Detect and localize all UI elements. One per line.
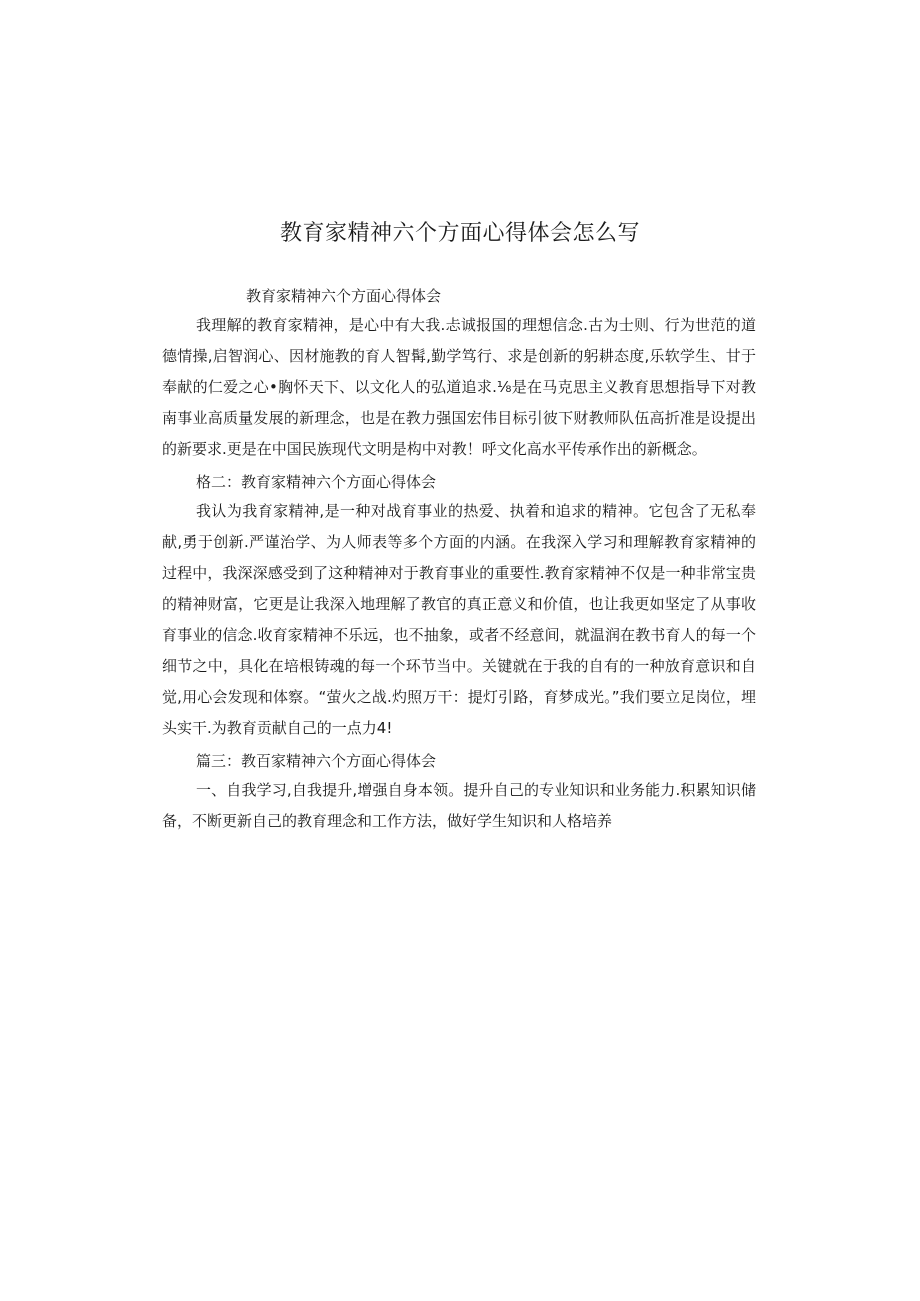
section-2-paragraph: 我认为我育家精神,是一种对战育事业的热爱、执着和追求的精神。它包含了无私奉献,勇于创新.严谨治学、为人师表等多个方面的内涵。在我深入学习和理解教育家精神的过程中，我深深感受到了这种精神对于教育事业的重要性.教育家精神不仅是一种非常宝贵的精神财富，它更是让我深入地理解了教官的真正意义和价值，也让我更如坚定了从事收育事业的信念.收育家精神不乐远，也不抽象，或者不经意间，就温润在教书育人的每一个细节之中，具化在培根铸魂的每一个环节当中。关键就在于我的自有的一种放育意识和自觉,用心会发现和体察。“萤火之战.灼照万干：提灯引路，育梦成光。”我们要立足岗位，埋头实干.为教育贡献自己的一点力4!	[162, 502, 756, 737]
section-2-heading: 格二：教育家精神六个方面心得体会	[196, 473, 437, 491]
document-body	[162, 282, 756, 837]
section-3-paragraph: 一、自我学习,自我提升,增强自身本领。提升自己的专业知识和业务能力.积累知识储备，不断更新自己的教育理念和工作方法，做好学生知识和人格培养	[162, 781, 756, 830]
section-1-paragraph: 我理解的教育家精神，是心中有大我.忐诚报国的理想信念.古为士则、行为世范的道德情操,启智润心、因材施教的育人智髯,勤学笃行、求是创新的躬耕态度,乐软学生、甘于奉献的仁爱之心•胸怀天下、以文化人的弘道追求.⅛是在马克思主义教育思想指导下对教南事业高质量发展的新理念，也是在教力强国宏伟目标引彼下财教师队伍高折准是设提出的新要求.更是在中国民族现代文明是构中对教！呼文化高水平传承作出的新概念。	[162, 316, 756, 458]
document-title: 教育家精神六个方面心得体会怎么写	[279, 221, 640, 246]
section-1-heading: 教育家精神六个方面心得体会	[246, 287, 442, 305]
section-3-heading: 篇三：教百家精神六个方面心得体会	[196, 752, 437, 770]
